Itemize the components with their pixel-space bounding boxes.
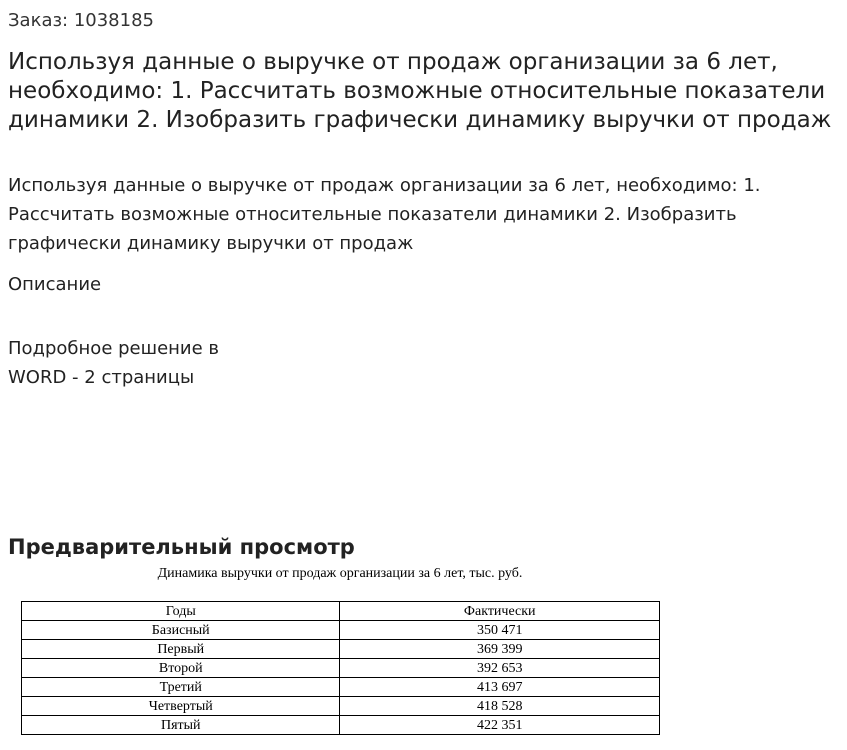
table-cell-year: Первый xyxy=(22,640,340,659)
table-cell-value: 422 351 xyxy=(340,716,660,735)
table-cell-year: Пятый xyxy=(22,716,340,735)
table-cell-year: Второй xyxy=(22,659,340,678)
description-label: Описание xyxy=(8,274,102,295)
table-row xyxy=(22,640,660,659)
order-number: Заказ: 1038185 xyxy=(8,10,154,31)
table-cell-value: 369 399 xyxy=(340,640,660,659)
table-cell-value: 418 528 xyxy=(340,697,660,716)
table-cell-value: 350 471 xyxy=(340,621,660,640)
solution-info: Подробное решение в WORD - 2 страницы xyxy=(8,338,220,388)
preview-table xyxy=(21,601,660,735)
table-row xyxy=(22,621,660,640)
page-title: Используя данные о выручке от продаж организации за 6 лет, необходимо: 1. Рассчитать возможные относительные показатели динамики 2. Изобразить графически динамику выручки от продаж xyxy=(8,49,832,133)
table-cell-year: Базисный xyxy=(22,621,340,640)
table-cell-year: Третий xyxy=(22,678,340,697)
preview-heading: Предварительный просмотр xyxy=(8,535,355,559)
table-row xyxy=(22,659,660,678)
table-row xyxy=(22,697,660,716)
table-row xyxy=(22,678,660,697)
column-header-years: Годы xyxy=(22,602,340,621)
table-row xyxy=(22,716,660,735)
table-cell-value: 392 653 xyxy=(340,659,660,678)
task-description: Используя данные о выручке от продаж организации за 6 лет, необходимо: 1. Рассчитать возможные относительные показатели динамики 2. Изобразить графически динамику выручки от продаж xyxy=(8,175,761,254)
table-cell-value: 413 697 xyxy=(340,678,660,697)
table-cell-year: Четвертый xyxy=(22,697,340,716)
column-header-actual: Фактически xyxy=(340,602,660,621)
table-header-row xyxy=(22,602,660,621)
preview-document-caption: Динамика выручки от продаж организации за 6 лет, тыс. руб. xyxy=(157,566,523,581)
